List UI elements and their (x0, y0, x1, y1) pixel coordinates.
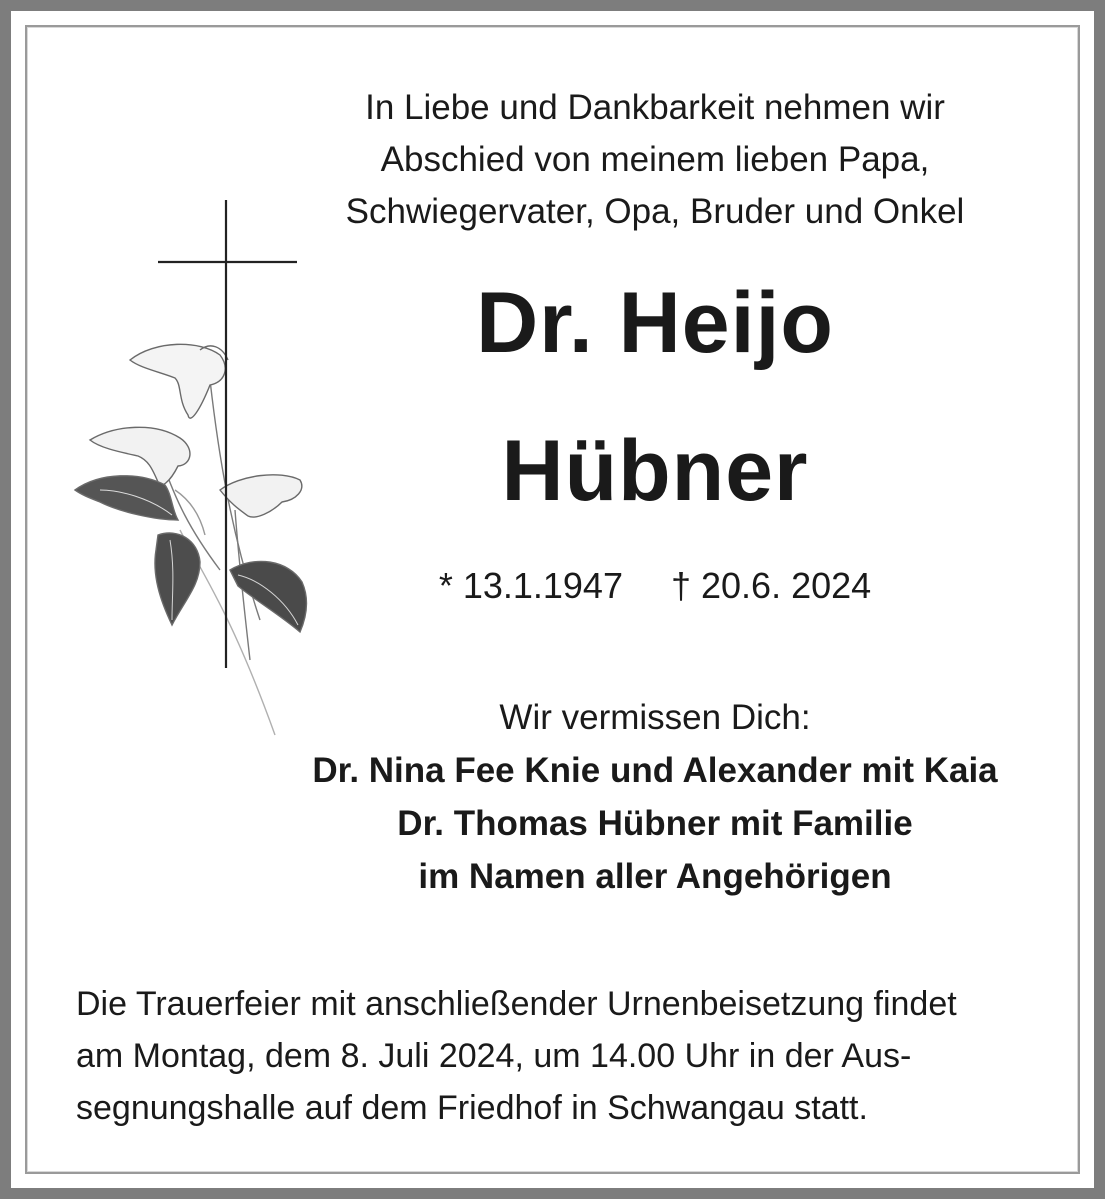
mourner-line: Dr. Nina Fee Knie und Alexander mit Kaia (312, 751, 998, 790)
service-line: am Montag, dem 8. Juli 2024, um 14.00 Uhr in der Aus- (76, 1037, 912, 1075)
service-line: segnungshalle auf dem Friedhof in Schwangau statt. (76, 1089, 868, 1127)
death-date: † 20.6. 2024 (670, 565, 872, 606)
mourner-line: Dr. Thomas Hübner mit Familie (397, 804, 913, 843)
intro-line: In Liebe und Dankbarkeit nehmen wir (365, 88, 945, 127)
intro-line: Abschied von meinem lieben Papa, (380, 140, 930, 179)
calla-lily-icon (75, 344, 306, 735)
deceased-name-last: Hübner (501, 423, 809, 519)
intro-line: Schwiegervater, Opa, Bruder und Onkel (345, 192, 965, 231)
deceased-name-first: Dr. Heijo (476, 275, 834, 371)
mourners-block (230, 692, 1080, 903)
birth-date: * 13.1.1947 (438, 565, 623, 606)
service-details (76, 978, 1036, 1134)
mourners-lead: Wir vermissen Dich: (499, 698, 811, 737)
intro-text (260, 82, 1050, 238)
service-line: Die Trauerfeier mit anschließender Urnenbeisetzung findet (76, 985, 957, 1023)
mourner-line: im Namen aller Angehörigen (418, 857, 892, 896)
cross-and-lilies-illustration (60, 190, 330, 750)
life-dates (330, 560, 980, 612)
